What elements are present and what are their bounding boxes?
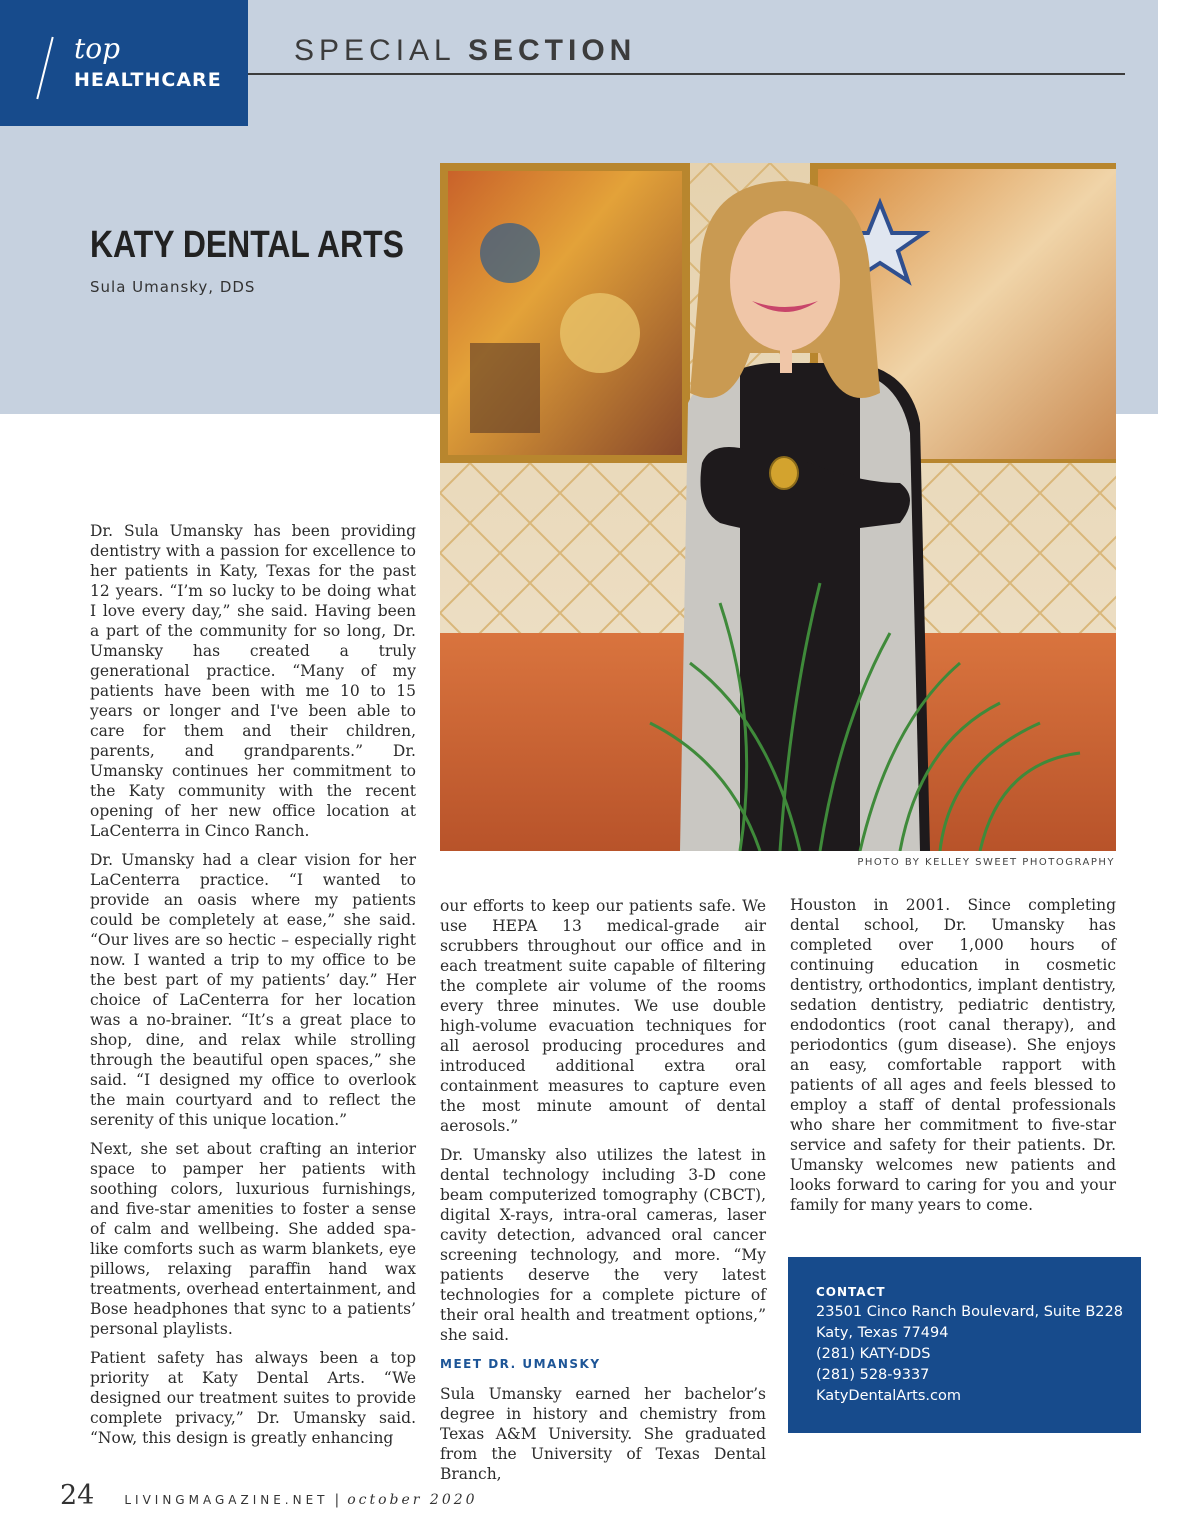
paragraph: Dr. Umansky had a clear vision for her LaCenterra practice. “I wanted to provide an oasis where my patients could be completely at ease,” she said. “Our lives are so hectic – especially right now. I wanted a trip to my office to be the best part of my patients’ day.” Her choice of LaCenterra for her location was a no-brainer. “It’s a great place to shop, dine, and relax while strolling through the beautiful open spaces,” she said. “I designed my office to overlook the main courtyard and to reflect the serenity of this unique location.” (90, 851, 416, 1129)
header-rule (248, 73, 1125, 75)
contact-phone-vanity[interactable]: (281) KATY-DDS (816, 1346, 931, 1362)
paragraph: Dr. Sula Umansky has been providing dentistry with a passion for excellence to her patients in Katy, Texas for the past 12 years. “I’m so lucky to be doing what I love every day,” she said. Having been a part of the community for so long, Dr. Umansky has created a truly generational practice. “Many of my patients have been with me 10 to 15 years or longer and I've been able to care for them and their children, parents, and grandparents.” Dr. Umansky continues her commitment to the Katy community with the recent opening of her new office location at LaCenterra in Cinco Ranch. (90, 522, 416, 840)
footer-divider: | (334, 1492, 340, 1508)
slash-mark (36, 37, 53, 100)
article-subtitle: Sula Umansky, DDS (90, 278, 256, 296)
badge-healthcare-word: HEALTHCARE (74, 69, 222, 91)
contact-address: 23501 Cinco Ranch Boulevard, Suite B228 (816, 1304, 1123, 1320)
contact-details (816, 1302, 1123, 1407)
article-title: KATY DENTAL ARTS (90, 224, 404, 266)
article-column-1 (90, 521, 416, 1457)
badge-top-word: top (74, 32, 121, 65)
article-column-2 (440, 896, 766, 1493)
portrait-photo (440, 163, 1116, 851)
article-column-3 (790, 895, 1116, 1224)
photo-credit: PHOTO BY KELLEY SWEET PHOTOGRAPHY (857, 857, 1115, 868)
contact-website-link[interactable]: KatyDentalArts.com (816, 1388, 961, 1404)
page-number: 24 (60, 1480, 95, 1511)
paragraph: our efforts to keep our patients safe. We use HEPA 13 medical-grade air scrubbers throughout our office and in each treatment suite capable of filtering the complete air volume of the rooms every three minutes. We use double high-volume evacuation techniques for all aerosol producing procedures and introduced additional extra oral containment measures to capture even the most minute amount of dental aerosols.” (440, 897, 766, 1135)
contact-heading: CONTACT (816, 1285, 886, 1299)
paragraph: Sula Umansky earned her bachelor’s degree in history and chemistry from Texas A&M University. She graduated from the University of Texas Dental Branch, (440, 1385, 766, 1483)
footer-issue-date: october 2020 (347, 1492, 478, 1508)
contact-phone[interactable]: (281) 528-9337 (816, 1367, 930, 1383)
paragraph: Houston in 2001. Since completing dental school, Dr. Umansky has completed over 1,000 hours of continuing education in cosmetic dentistry, orthodontics, implant dentistry, sedation dentistry, pediatric dentistry, endodontics (root canal therapy), and periodontics (gum disease). She enjoys an easy, comfortable rapport with patients of all ages and feels blessed to employ a staff of dental professionals who share her commitment to five-star service and safety for their patients. Dr. Umansky welcomes new patients and looks forward to caring for you and your family for many years to come. (790, 896, 1116, 1214)
contact-city: Katy, Texas 77494 (816, 1325, 949, 1341)
footer-site: LIVINGMAGAZINE.NET (124, 1493, 329, 1507)
contact-box (788, 1257, 1141, 1433)
meet-dr-umansky-heading: MEET DR. UMANSKY (440, 1357, 601, 1371)
page-footer (60, 1480, 478, 1511)
paragraph: Next, she set about crafting an interior space to pamper her patients with soothing colors, luxurious furnishings, and five-star amenities to foster a sense of calm and wellbeing. She added spa-like comforts such as warm blankets, eye pillows, relaxing paraffin hand wax treatments, overhead entertainment, and Bose headphones that sync to a patients’ personal playlists. (90, 1140, 416, 1338)
paragraph: Dr. Umansky also utilizes the latest in dental technology including 3-D cone beam computerized tomography (CBCT), digital X-rays, intra-oral cameras, laser cavity detection, advanced oral cancer screening technology, and more. “My patients deserve the very latest technologies for a complete picture of their oral health and treatment options,” she said. (440, 1146, 766, 1344)
special-word: SPECIAL (294, 34, 455, 67)
paragraph: Patient safety has always been a top priority at Katy Dental Arts. “We designed our treatment suites to provide complete privacy,” Dr. Umansky said. “Now, this design is greatly enhancing (90, 1349, 416, 1447)
top-healthcare-badge (0, 0, 248, 126)
special-section-label (294, 34, 636, 68)
section-word: SECTION (467, 34, 637, 67)
